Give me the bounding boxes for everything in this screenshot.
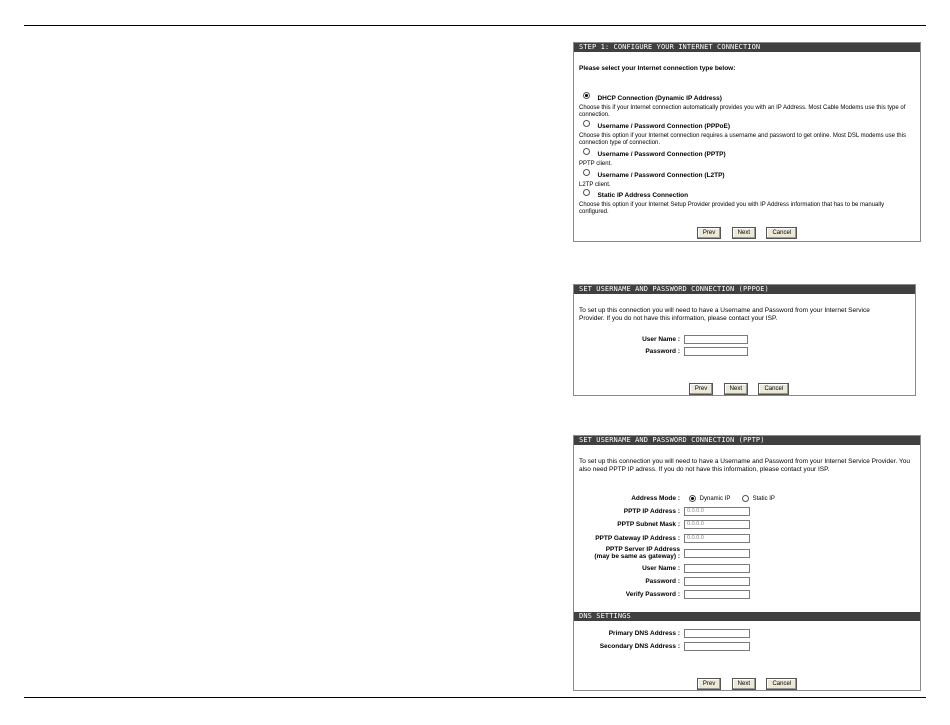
pptp-buttons [574, 672, 920, 690]
static-label[interactable]: Static IP Address Connection [597, 192, 689, 199]
pptp-prev-button[interactable]: Prev [697, 678, 721, 690]
pptp-panel [573, 435, 921, 691]
pptp-mask-input[interactable]: 0.0.0.0 [684, 520, 750, 529]
pptp-label[interactable]: Username / Password Connection (PPTP) [597, 151, 726, 158]
pptp-username-input[interactable] [684, 564, 750, 573]
address-mode-label: Address Mode : [631, 495, 680, 502]
static-ip-radio[interactable] [742, 495, 749, 502]
pptp-username-label: User Name : [642, 565, 680, 572]
pptp-ip-label: PPTP IP Address : [623, 508, 680, 515]
dynamic-ip-label[interactable]: Dynamic IP [699, 496, 731, 503]
l2tp-radio[interactable] [583, 169, 590, 176]
pptp-next-button[interactable]: Next [732, 678, 756, 690]
pptp-server-label-line1: PPTP Server IP Address [605, 546, 680, 553]
top-rule [24, 25, 926, 26]
static-desc: Choose this option if your Internet Setup Provider provided you with IP Address information that has to be manually configured. [579, 202, 885, 215]
pppoe-password-input[interactable] [684, 347, 748, 356]
step1-buttons [574, 221, 920, 239]
pptp-mask-row [574, 520, 920, 530]
primary-dns-input[interactable] [684, 629, 750, 638]
pppoe-radio[interactable] [583, 120, 590, 127]
pppoe-intro: To set up this connection you will need to have a Username and Password from your Internet Service Provider. If you do not have this information, please contact your ISP. [579, 307, 870, 322]
next-button[interactable]: Next [732, 227, 756, 239]
pppoe-password-row [574, 347, 915, 357]
pptp-gateway-input[interactable]: 0.0.0.0 [684, 534, 750, 543]
bottom-rule [24, 697, 926, 698]
dynamic-ip-radio[interactable] [689, 495, 696, 502]
option-static [579, 184, 915, 216]
pppoe-header: SET USERNAME AND PASSWORD CONNECTION (PPPOE) [574, 285, 915, 294]
pptp-gateway-label: PPTP Gateway IP Address : [595, 535, 680, 542]
pptp-server-label [594, 546, 680, 560]
pptp-verify-row [574, 590, 920, 600]
step1-prompt: Please select your Internet connection type below: [579, 65, 736, 72]
pptp-cancel-button[interactable]: Cancel [766, 678, 797, 690]
pppoe-label[interactable]: Username / Password Connection (PPPoE) [597, 123, 731, 130]
l2tp-label[interactable]: Username / Password Connection (L2TP) [597, 172, 725, 179]
pptp-ip-row [574, 507, 920, 517]
dhcp-label[interactable]: DHCP Connection (Dynamic IP Address) [597, 95, 722, 102]
pptp-password-label: Password : [645, 578, 680, 585]
pppoe-username-row [574, 335, 915, 345]
pptp-mask-label: PPTP Subnet Mask : [617, 521, 680, 528]
pptp-intro: To set up this connection you will need to have a Username and Password from your Internet Service Provider. You also need PPTP IP adress. If you do not have this information, please contact your ISP. [579, 458, 910, 473]
l2tp-desc: L2TP client. [579, 182, 611, 188]
cancel-button[interactable]: Cancel [766, 227, 797, 239]
pptp-password-input[interactable] [684, 577, 750, 586]
pppoe-password-label: Password : [645, 348, 680, 355]
pptp-password-row [574, 577, 920, 587]
pptp-server-label-line2: (may be same as gateway) : [594, 553, 680, 560]
pppoe-username-label: User Name : [642, 336, 680, 343]
pptp-ip-input[interactable]: 0.0.0.0 [684, 507, 750, 516]
pppoe-prev-button[interactable]: Prev [689, 383, 713, 395]
pptp-header: SET USERNAME AND PASSWORD CONNECTION (PPTP) [574, 436, 920, 445]
secondary-dns-row [574, 642, 920, 652]
prev-button[interactable]: Prev [697, 227, 721, 239]
dhcp-radio[interactable] [583, 92, 590, 99]
primary-dns-label: Primary DNS Address : [608, 630, 680, 637]
secondary-dns-input[interactable] [684, 642, 750, 651]
dns-header: DNS SETTINGS [574, 612, 920, 621]
pptp-server-input[interactable] [684, 549, 750, 558]
pptp-verify-label: Verify Password : [625, 591, 680, 598]
static-radio[interactable] [583, 189, 590, 196]
secondary-dns-label: Secondary DNS Address : [599, 643, 680, 650]
pptp-radio[interactable] [583, 148, 590, 155]
pppoe-next-button[interactable]: Next [724, 383, 748, 395]
address-mode-row [574, 494, 920, 504]
pppoe-username-input[interactable] [684, 335, 748, 344]
pppoe-panel [573, 284, 916, 396]
step1-panel [573, 42, 921, 242]
step1-header: STEP 1: CONFIGURE YOUR INTERNET CONNECTION [574, 43, 920, 52]
static-ip-label[interactable]: Static IP [752, 496, 775, 503]
pptp-gateway-row [574, 534, 920, 544]
pptp-desc: PPTP client. [579, 161, 612, 167]
dhcp-desc: Choose this if your Internet connection automatically provides you with an IP Address. Most Cable Modems use this type of connection. [579, 105, 906, 118]
pppoe-desc: Choose this option if your Internet connection requires a username and password to get online. Most DSL modems use this connection type of connection. [579, 133, 906, 146]
pppoe-cancel-button[interactable]: Cancel [758, 383, 789, 395]
pptp-server-row [574, 546, 920, 562]
pppoe-buttons [574, 377, 904, 395]
pptp-username-row [574, 564, 920, 574]
primary-dns-row [574, 629, 920, 639]
pptp-verify-input[interactable] [684, 590, 750, 599]
